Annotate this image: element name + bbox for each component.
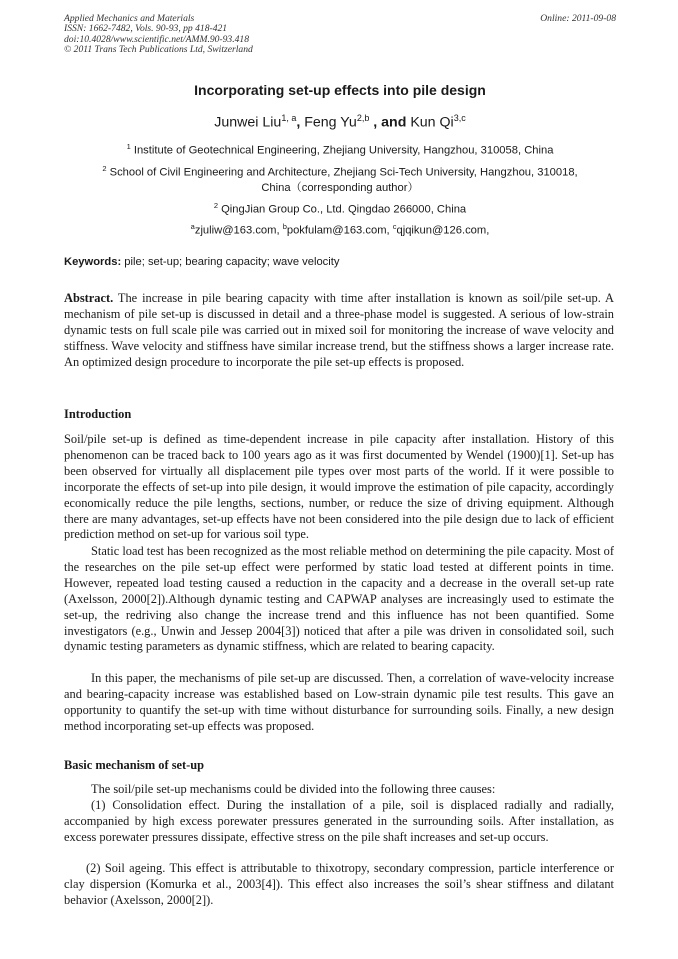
abstract-text: The increase in pile bearing capacity with time after installation is known as soil/pile set-up. A mechanism of pile set-up is discussed in detail and a three-phase model is suggested. A serious of low-strain dynamic tests on full scale pile was carried out in mixed soil for monitoring the increase of wave velocity and stiffness. Wave velocity and stiffness have similar increase trend, but the stiffness shows a larger increase rate. An optimized design procedure to incorporate the pile set-up effects is proposed.: [64, 291, 614, 369]
introduction-paragraph-2: Static load test has been recognized as the most reliable method on determining the pile capacity. Most of the researches on the pile set-up effect were performed by static load tested at different points in time. However, repeated load testing caused a reduction in the capacity and a decrease in the overall set-up rate (Axelsson, 2000[2]).Although dynamic testing and CAPWAP analyses are increasingly used to estimate the set-up, the redriving also change the increase trend and this influence has not been quantified. Some investigators (e.g., Unwin and Jessep 2004[3]) noticed that after a pile was driven in consolidated soil, such dynamic testing parameters as dynamic stiffness, which are related to bearing capacity.: [64, 544, 614, 654]
author-2: Feng Yu: [304, 114, 357, 131]
author-list: [64, 113, 616, 131]
affiliation-2: [64, 161, 616, 196]
abstract: [64, 291, 614, 371]
author-2-affil: 2,b: [356, 113, 370, 123]
email-c: qjqikun@126.com,: [396, 224, 490, 237]
affiliation-1: [64, 139, 616, 159]
author-3: Kun Qi: [410, 114, 454, 131]
email-a-mark: a: [190, 222, 195, 231]
affiliation-2-text: School of Civil Engineering and Architecture, Zhejiang Sci-Tech University, Hangzhou, 310018,: [109, 166, 578, 179]
journal-copyright: © 2011 Trans Tech Publications Ltd, Switzerland: [64, 44, 253, 56]
mechanism-paragraph-3: (2) Soil ageing. This effect is attributable to thixotropy, secondary compression, particle interference or clay dispersion (Komurka et al., 2003[4]). This effect also increases the soil’s shear stiffness and dilatant behavior (Axelsson, 2000[2]).: [64, 861, 614, 907]
section-heading-mechanism: Basic mechanism of set-up: [64, 758, 205, 772]
affiliation-2-mark: 2: [102, 164, 107, 173]
section-heading-introduction: Introduction: [64, 407, 132, 421]
email-b-mark: b: [282, 222, 287, 231]
email-b: pokfulam@163.com,: [286, 224, 393, 237]
author-separator: ,: [296, 114, 305, 131]
affiliation-3: [64, 198, 616, 218]
mechanism-paragraph-2: (1) Consolidation effect. During the installation of a pile, soil is displaced radially and radially, accompanied by high excess porewater pressures generated in the surrounding soils. After installation, as excess porewater pressures dissipate, effective stress on the pile shaft increases and set-up occurs.: [64, 798, 614, 844]
journal-name: Applied Mechanics and Materials: [64, 13, 195, 24]
affiliation-3-mark: 2: [213, 201, 218, 210]
journal-doi: doi:10.4028/www.scientific.net/AMM.90-93.418: [64, 33, 250, 45]
author-1: Junwei Liu: [214, 114, 282, 131]
keywords-label: Keywords:: [64, 256, 122, 268]
affiliation-3-text: QingJian Group Co., Ltd. Qingdao 266000, China: [221, 203, 467, 216]
author-1-affil: 1, a: [281, 113, 297, 123]
email-c-mark: c: [392, 222, 397, 231]
online-date: Online: 2011-09-08: [540, 13, 616, 24]
email-a: zjuliw@163.com,: [194, 224, 283, 237]
author-3-affil: 3,c: [453, 113, 466, 123]
affiliation-1-text: Institute of Geotechnical Engineering, Zhejiang University, Hangzhou, 310058, China: [133, 144, 554, 157]
abstract-label: Abstract.: [64, 291, 114, 305]
paper-title: Incorporating set-up effects into pile design: [194, 82, 486, 98]
introduction-paragraph-3: In this paper, the mechanisms of pile set-up are discussed. Then, a correlation of wave-velocity increase and bearing-capacity increase was established based on Low-strain dynamic pile test results. This gave an opportunity to quantify the set-up with time without disturbance for surrounding soils. Finally, a new design method incorporating set-up effects was proposed.: [64, 671, 614, 733]
mechanism-paragraph-1: The soil/pile set-up mechanisms could be divided into the following three causes:: [91, 782, 496, 796]
author-separator: , and: [369, 114, 411, 131]
introduction-paragraph-1: Soil/pile set-up is defined as time-dependent increase in pile capacity after installation. History of this phenomenon can be traced back to 100 years ago as it was first documented by Wendel (1900)[1]. Set-up has been observed for virtually all displacement pile types over most parts of the world. If it were possible to incorporate the effects of set-up into pile design, it would improve the estimation of pile capacity, accordingly economically reduce the pile lengths, sections, number, or reduce the size of driving equipment. Although there are many advantages, set-up effects have not been considered into the pile design due to lack of efficient prediction method on set-up for various soil type.: [64, 432, 614, 542]
keywords: [64, 256, 616, 268]
affiliation-2-country: China（corresponding author）: [261, 181, 419, 194]
keywords-text: pile; set-up; bearing capacity; wave velocity: [121, 256, 340, 268]
author-emails: [64, 219, 616, 239]
journal-header: [64, 14, 616, 56]
affiliation-1-mark: 1: [126, 142, 131, 151]
journal-issn: ISSN: 1662-7482, Vols. 90-93, pp 418-421: [64, 23, 228, 35]
